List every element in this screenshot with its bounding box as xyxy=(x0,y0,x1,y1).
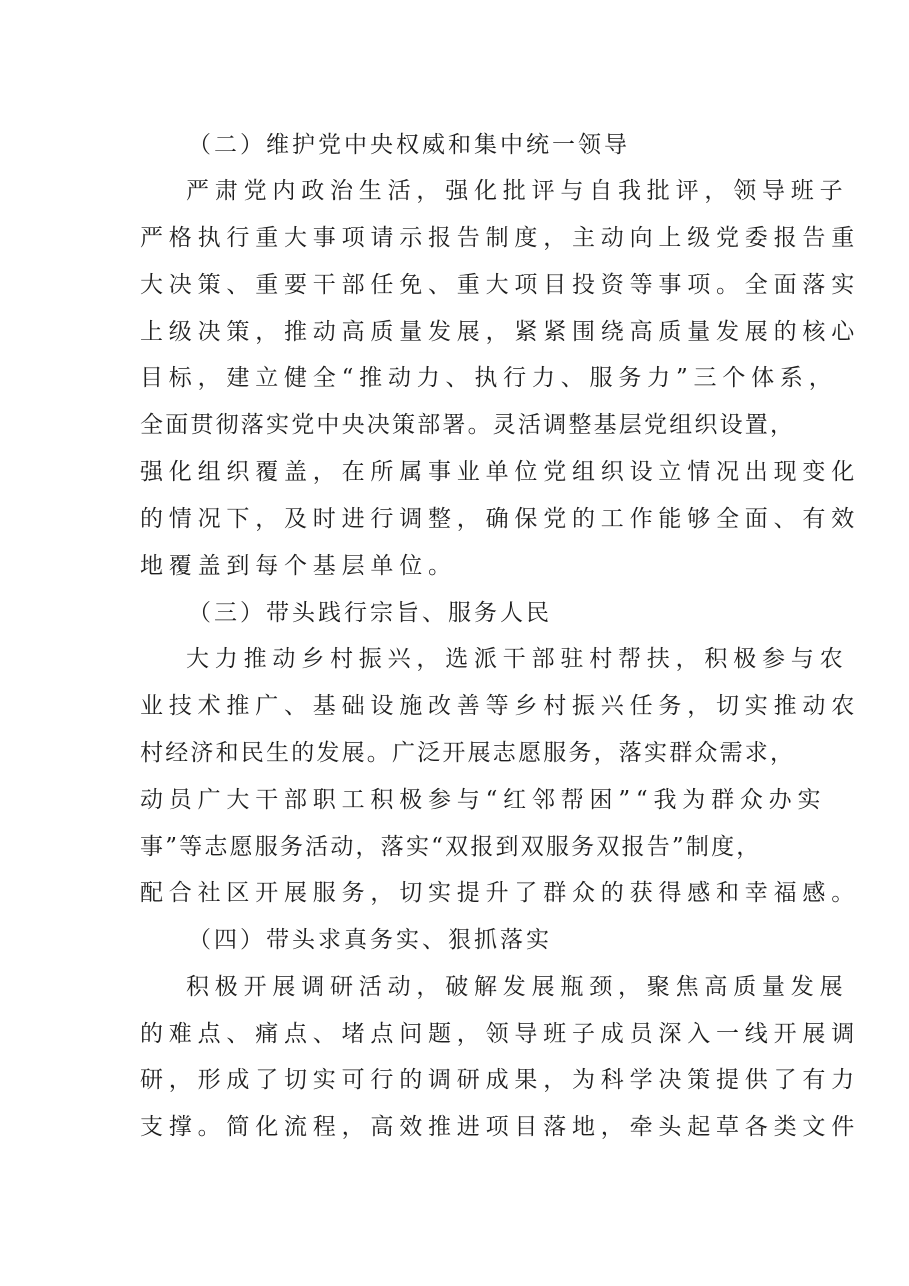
paragraph-line: 严格执行重大事项请示报告制度，主动向上级党委报告重 xyxy=(140,225,860,251)
paragraph-line: 积极开展调研活动，破解发展瓶颈，聚焦高质量发展 xyxy=(186,974,849,1000)
section-heading-4: （四）带头求真务实、狠抓落实 xyxy=(188,927,552,953)
paragraph-line: 村经济和民生的发展。广泛开展志愿服务，落实群众需求， xyxy=(140,740,796,766)
paragraph-line: 大决策、重要干部任免、重大项目投资等事项。全面落实 xyxy=(140,272,860,298)
paragraph-line: 事”等志愿服务活动，落实“双报到双服务双报告”制度， xyxy=(140,834,762,860)
section-heading-3: （三）带头践行宗旨、服务人民 xyxy=(188,600,552,626)
paragraph-line: 支撑。简化流程，高效推进项目落地，牵头起草各类文件 xyxy=(140,1114,860,1140)
paragraph-line: 强化组织覆盖，在所属事业单位党组织设立情况出现变化 xyxy=(140,459,860,485)
paragraph-line: 业技术推广、基础设施改善等乡村振兴任务，切实推动农 xyxy=(140,693,860,719)
paragraph-line: 的难点、痛点、堵点问题，领导班子成员深入一线开展调 xyxy=(140,1021,860,1047)
paragraph-line: 研，形成了切实可行的调研成果，为科学决策提供了有力 xyxy=(140,1067,860,1093)
paragraph-line: 配合社区开展服务，切实提升了群众的获得感和幸福感。 xyxy=(140,880,860,906)
paragraph-line: 的情况下，及时进行调整，确保党的工作能够全面、有效 xyxy=(140,506,860,532)
paragraph-line: 上级决策，推动高质量发展，紧紧围绕高质量发展的核心 xyxy=(140,319,860,345)
paragraph-line: 动员广大干部职工积极参与“红邻帮困”“我为群众办实 xyxy=(140,787,827,813)
paragraph-line: 严肃党内政治生活，强化批评与自我批评，领导班子 xyxy=(186,178,849,204)
paragraph-line: 大力推动乡村振兴，选派干部驻村帮扶，积极参与农 xyxy=(186,646,849,672)
paragraph-line: 目标，建立健全“推动力、执行力、服务力”三个体系， xyxy=(140,365,838,391)
paragraph-line: 全面贯彻落实党中央决策部署。灵活调整基层党组织设置， xyxy=(140,412,796,438)
section-heading-2: （二）维护党中央权威和集中统一领导 xyxy=(188,132,630,158)
paragraph-line: 地覆盖到每个基层单位。 xyxy=(140,553,457,579)
